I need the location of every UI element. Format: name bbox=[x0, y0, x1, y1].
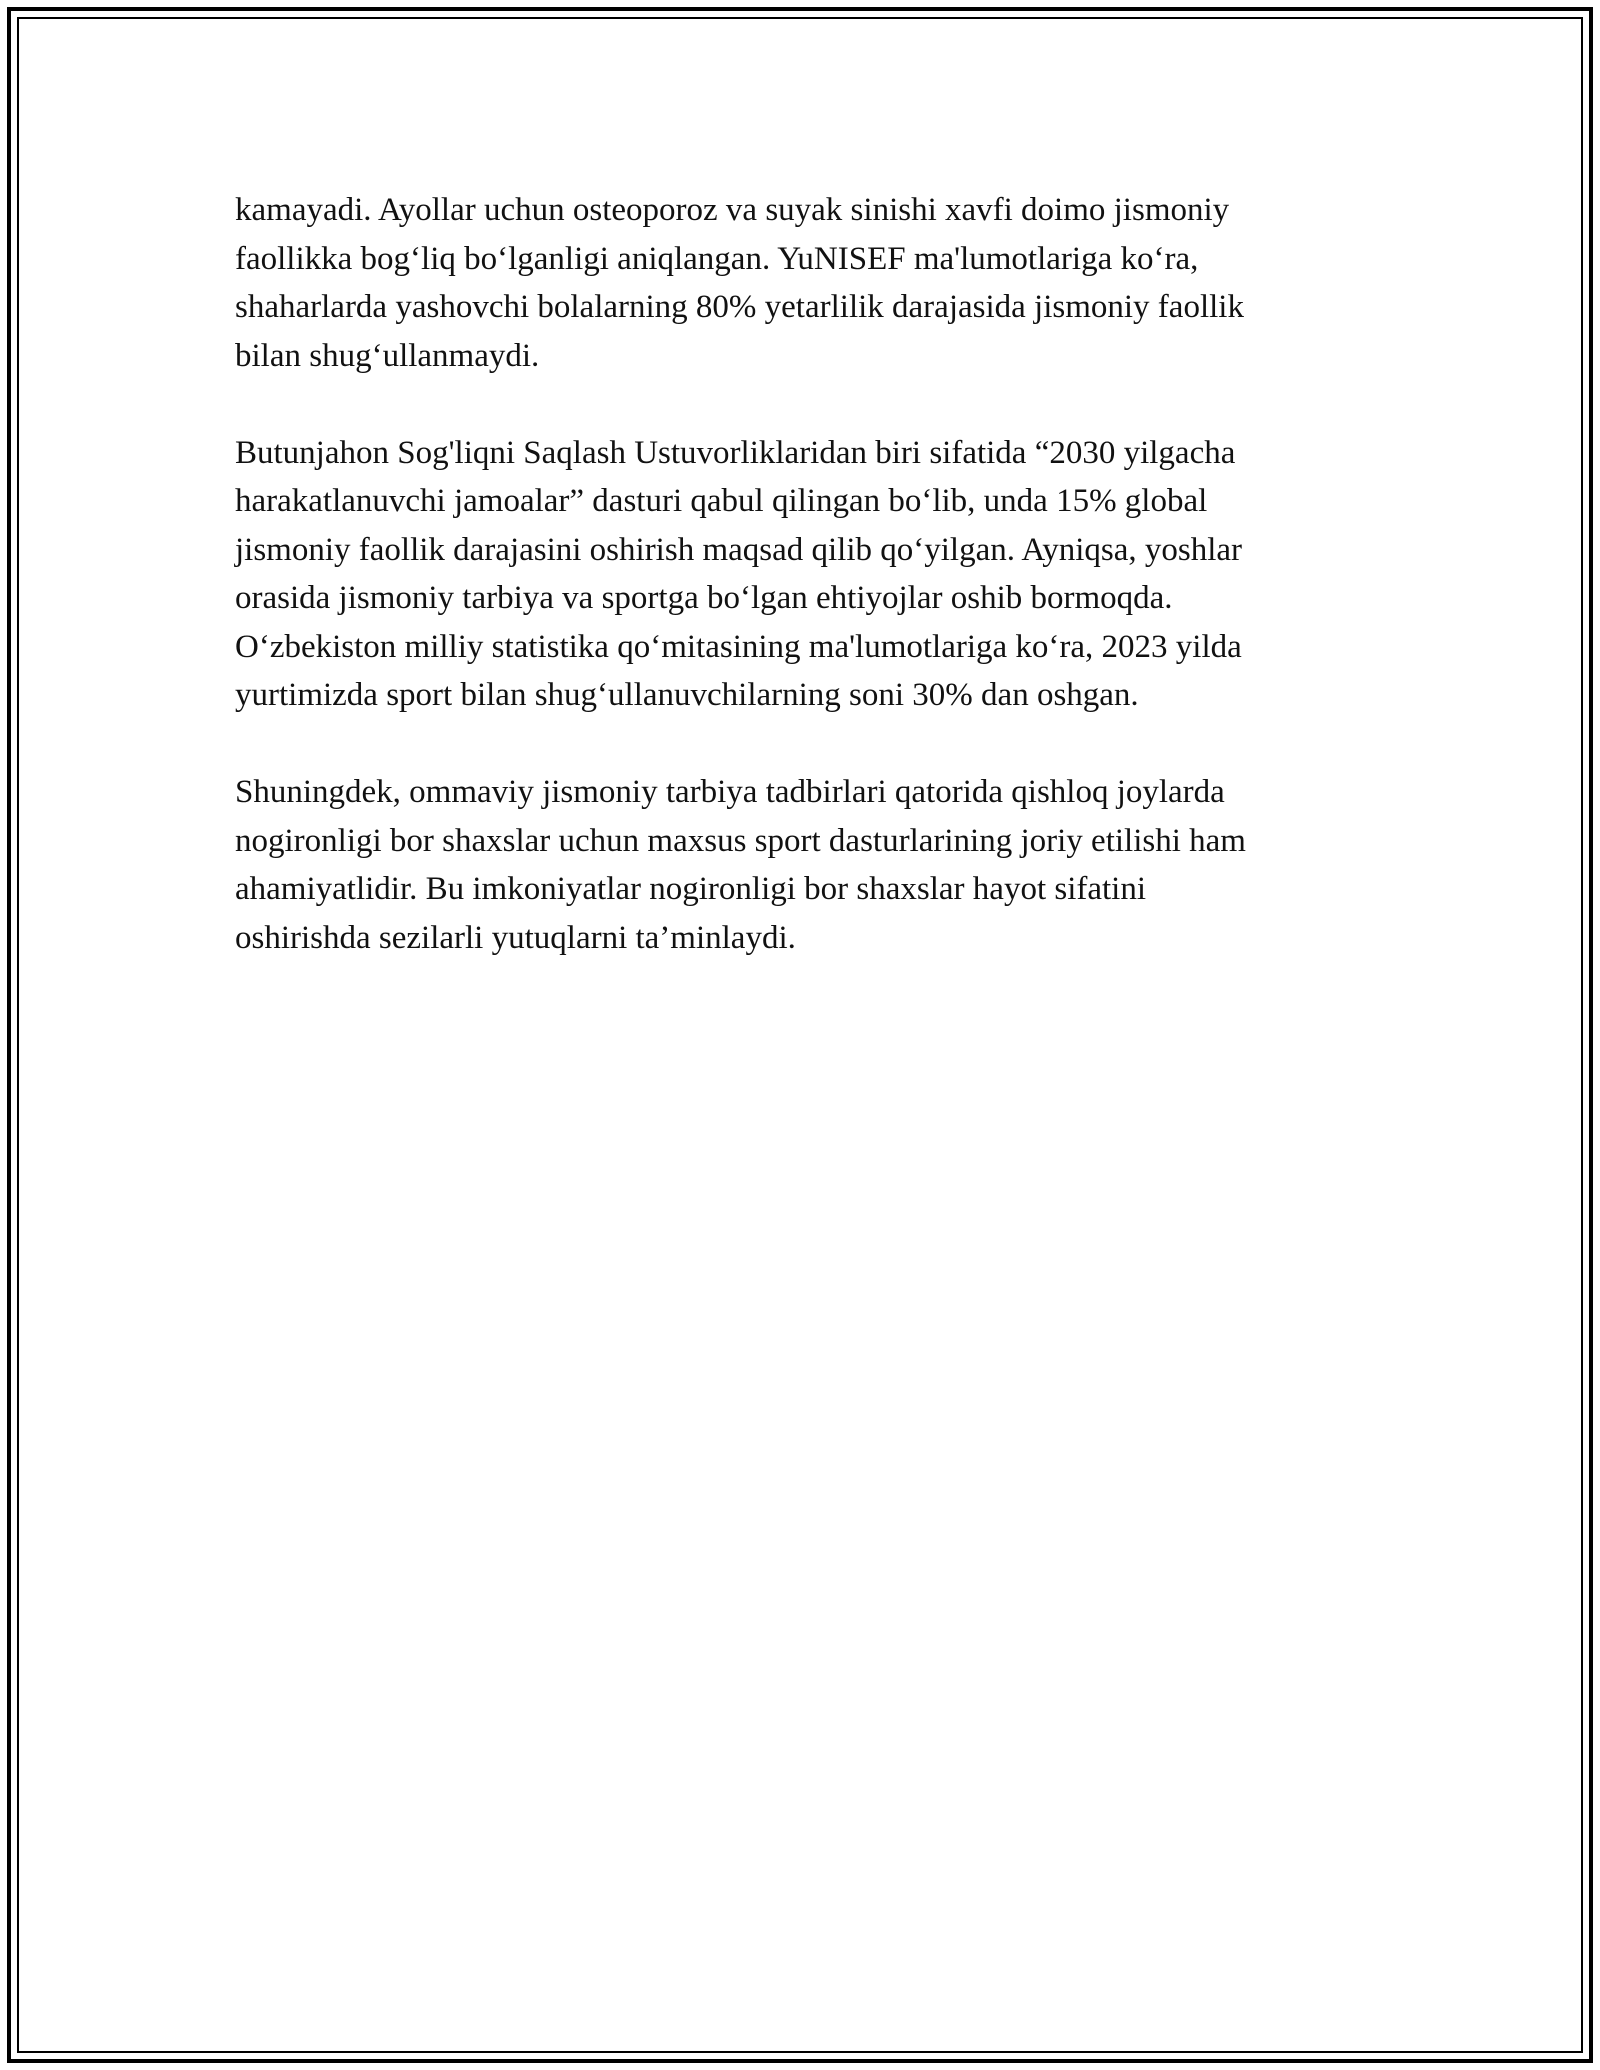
text-line: shaharlarda yashovchi bolalarning 80% yetarlilik darajasida jismoniy faollik bbox=[235, 289, 1244, 325]
text-line: orasida jismoniy tarbiya va sportga bo‘lgan ehtiyojlar oshib bormoqda. bbox=[235, 580, 1173, 616]
text-line: O‘zbekiston milliy statistika qo‘mitasining ma'lumotlariga ko‘ra, 2023 yilda bbox=[235, 628, 1242, 665]
document-body bbox=[235, 186, 1375, 962]
paragraph-2 bbox=[235, 429, 1375, 720]
text-line: kamayadi. Ayollar uchun osteoporoz va suyak sinishi xavfi doimo jismoniy bbox=[235, 192, 1230, 228]
text-line: faollikka bog‘liq bo‘lganligi aniqlangan. YuNISEF ma'lumotlariga ko‘ra, bbox=[235, 240, 1199, 277]
text-line: oshirishda sezilarli yutuqlarni ta’minlaydi. bbox=[235, 919, 796, 956]
text-line: Shuningdek, ommaviy jismoniy tarbiya tadbirlari qatorida qishloq joylarda bbox=[235, 774, 1225, 810]
paragraph-3 bbox=[235, 768, 1375, 962]
text-line: Butunjahon Sog'liqni Saqlash Ustuvorliklaridan biri sifatida “2030 yilgacha bbox=[235, 434, 1236, 471]
paragraph-1 bbox=[235, 186, 1375, 380]
text-line: bilan shug‘ullanmaydi. bbox=[235, 337, 540, 374]
text-line: jismoniy faollik darajasini oshirish maqsad qilib qo‘yilgan. Ayniqsa, yoshlar bbox=[235, 531, 1243, 568]
text-line: nogironligi bor shaxslar uchun maxsus sport dasturlarining joriy etilishi ham bbox=[235, 822, 1246, 859]
text-line: yurtimizda sport bilan shug‘ullanuvchilarning soni 30% dan oshgan. bbox=[235, 677, 1139, 713]
text-line: ahamiyatlidir. Bu imkoniyatlar nogironligi bor shaxslar hayot sifatini bbox=[235, 871, 1147, 907]
text-line: harakatlanuvchi jamoalar” dasturi qabul qilingan bo‘lib, unda 15% global bbox=[235, 483, 1208, 519]
